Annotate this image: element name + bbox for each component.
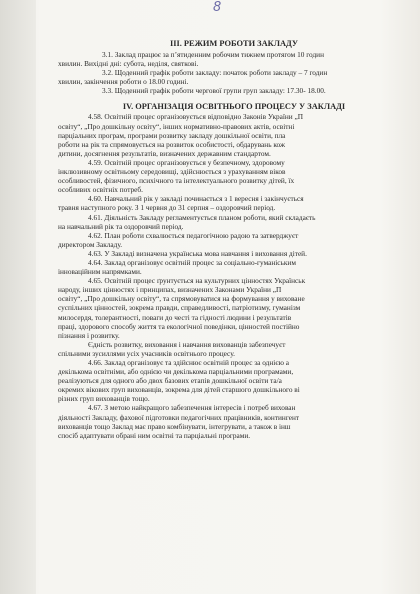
section-4-body <box>58 112 420 439</box>
text-line: 3.2. Щоденний графік роботи закладу: початок роботи закладу – 7 годин <box>102 68 328 78</box>
paragraph-p461 <box>58 213 420 231</box>
paragraph-p462 <box>58 231 420 249</box>
text-line: пізнання і розвитку. <box>58 330 120 340</box>
paragraph-p465 <box>58 276 420 340</box>
paragraph-p463 <box>58 249 420 258</box>
text-line: 4.65. Освітній процес ґрунтується на культурних цінностях Українськ <box>88 276 306 286</box>
text-line: 4.66. Заклад організовує та здійснює освітній процес за однією а <box>88 358 289 367</box>
text-line: хвилин, закінчення роботи о 18.00 годині. <box>58 77 189 87</box>
binding-edge <box>0 0 36 594</box>
text-line: 4.67. З метою найкращого забезпечення інтересів і потреб вихован <box>88 403 296 413</box>
text-line: Єдність розвитку, виховання і навчання вихованців забезпечуєт <box>88 339 286 349</box>
paragraph-p1 <box>58 50 420 68</box>
text-line: різних груп вихованців тощо. <box>58 394 150 404</box>
text-line: 4.60. Навчальний рік у закладі починається з 1 вересня і закінчується <box>88 194 304 204</box>
section-4-heading: IV. ОРГАНІЗАЦІЯ ОСВІТНЬОГО ПРОЦЕСУ У ЗАКЛАДІ <box>122 102 346 112</box>
text-line: 4.63. У Закладі визначена українська мова навчання і виховання дітей. <box>88 248 307 258</box>
text-line: спосіб адаптувати обрані ним освітні та парціальні програми. <box>58 430 251 440</box>
text-line: 4.62. План роботи схвалюється педагогічною радою та затверджуєт <box>88 230 299 240</box>
text-line: 4.64. Заклад організовує освітній процес за соціально-гуманіським <box>88 257 296 267</box>
text-line: 3.1. Заклад працює за п’ятиденним робочим тижнем протягом 10 годин <box>102 50 324 59</box>
text-line: парціальних програм, програми розвитку закладу дошкільної освіти, пла <box>58 130 286 140</box>
text-line: на навчальний рік та оздоровчий період. <box>58 221 184 231</box>
paragraph-p467 <box>58 403 420 439</box>
text-line: директором Закладу. <box>58 239 123 249</box>
text-line: 4.61. Діяльність Закладу регламентується планом роботи, який складаєть <box>88 212 316 222</box>
text-line: дитини, досягнення результатів, визначених державним стандартом. <box>58 148 271 158</box>
paragraph-p458 <box>58 112 420 157</box>
text-line: роботи на рік та спрямовується на розвиток особистості, обдарувань кож <box>58 139 286 149</box>
text-line: 3.3. Щоденний графік роботи чергової групи груп закладу: 17.30- 18.00. <box>102 86 326 96</box>
paragraph-p3 <box>58 86 420 95</box>
paragraph-p464 <box>58 258 420 276</box>
text-line: окремих вікових груп вихованців, зокрема для дітей старшого дошкільного ві <box>58 385 300 395</box>
paragraph-p460 <box>58 194 420 212</box>
page-number: 8 <box>213 0 222 15</box>
text-line: освіту“, „Про дошкільну освіту“, інших нормативно-правових актів, освітні <box>58 121 295 131</box>
text-line: реалізуються для одного або двох базових етапів дошкільної освіти та/а <box>58 376 282 386</box>
text-line: суспільних цінностей, зокрема правди, справедливості, патріотизму, гуманізм <box>58 303 301 313</box>
text-line: освіту“, „Про дошкільну освіту“, та спрямовуватися на формування у виховане <box>58 294 305 304</box>
paragraph-p459 <box>58 158 420 194</box>
text-line: 4.59. Освітній процес організовується у безпечному, здоровому <box>88 157 285 167</box>
text-line: діяльності Закладу, фахової підготовки педагогічних працівників, контингент <box>58 412 300 422</box>
text-line: хвилин. Вихідні дні: субота, неділя, святкові. <box>58 59 199 69</box>
section-3-body <box>58 50 420 95</box>
section-3-heading: ІІІ. РЕЖИМ РОБОТИ ЗАКЛАДУ <box>169 39 299 48</box>
text-line: особливостей, фізичного, психічного та інтелектуального розвитку дітей, їх <box>58 176 295 186</box>
text-line: праці, здорового способу життя та екологічної поведінки, цінностей постійно <box>58 321 300 331</box>
text-line: спільними зусиллями усіх учасників освітнього процесу. <box>58 348 235 358</box>
paragraph-p466 <box>58 358 420 403</box>
text-line: травня наступного року. З 1 червня до 31 серпня – оздоровчий період. <box>58 203 276 213</box>
text-line: народу, інших цінностях і принципах, визначених Законами України „П <box>58 285 282 295</box>
text-line: милосердя, толерантності, поваги до честі та гідності людини і результатів <box>58 312 292 322</box>
text-line: вихованців тощо Заклад має право комбінувати, інтегрувати, а також в інш <box>58 421 291 431</box>
text-line: інклюзивному освітньому середовищі, здійснюється з урахуванням віков <box>58 167 286 177</box>
text-line: особливих освітніх потреб. <box>58 185 143 195</box>
paragraph-p2 <box>58 68 420 86</box>
text-line: декількома освітніми, або однією чи декількома парціальними програмами, <box>58 367 294 377</box>
text-line: інноваційним напрямками. <box>58 267 142 277</box>
document-body <box>58 38 420 440</box>
text-line: 4.58. Освітній процес організовується відповідно Законів України „П <box>88 112 304 122</box>
paragraph-p_unity <box>58 340 420 358</box>
